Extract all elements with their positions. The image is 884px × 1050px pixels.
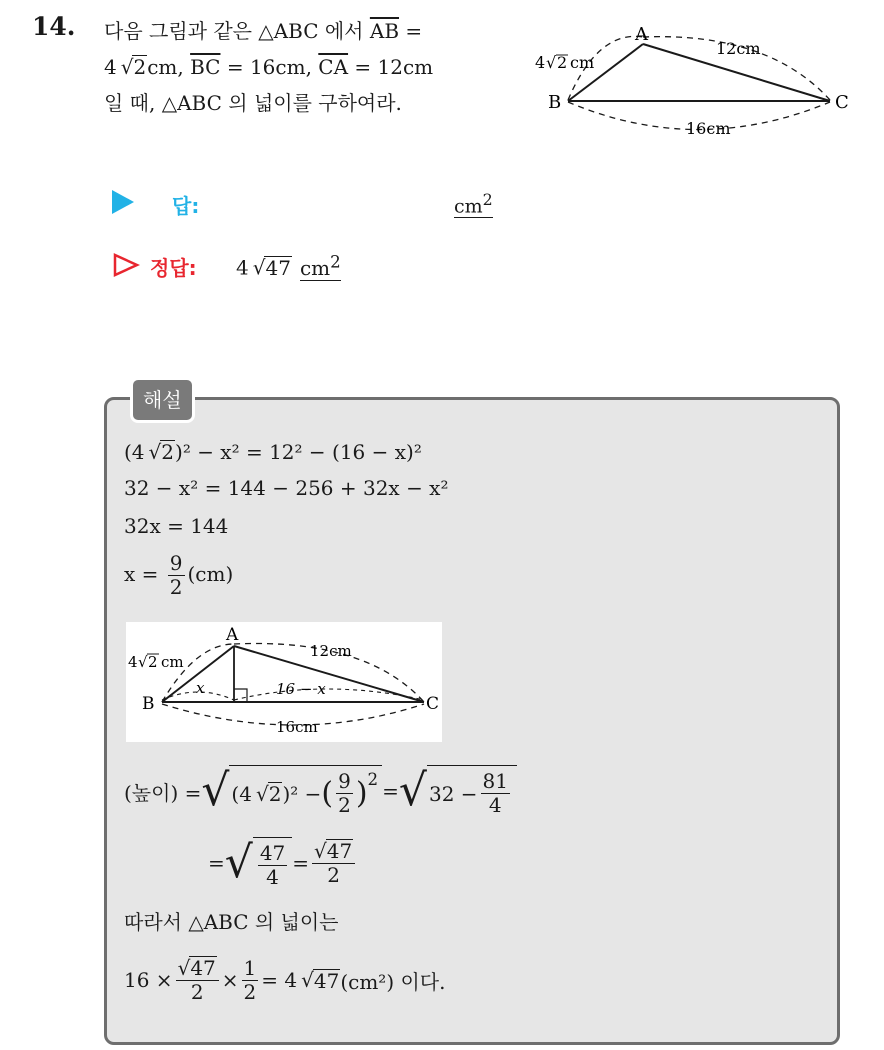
answer-arrow-icon	[112, 190, 134, 214]
bc-value: = 16cm,	[220, 55, 319, 79]
part: x =	[124, 562, 165, 586]
solution-line-7: 따라서 △ABC 의 넓이는	[124, 910, 339, 934]
ab-length-unit: cm	[161, 653, 184, 671]
ab-length-rad: 2	[557, 53, 568, 72]
big-sqrt-sign: √	[398, 765, 427, 816]
answer-label: 답:	[172, 194, 200, 218]
question-line-3: 일 때, △ABC 의 넓이를 구하여라.	[104, 91, 402, 115]
fraction	[242, 957, 259, 1004]
radicand: 47	[313, 968, 340, 993]
vertex-b-label: B	[548, 92, 562, 113]
vertex-a-label: A	[635, 24, 648, 45]
numerator: 9	[338, 769, 351, 793]
radicand: 2	[161, 440, 175, 464]
question-number: 14.	[32, 12, 76, 41]
segment-ca: $\overline{CA}$	[318, 55, 349, 79]
equals: =	[208, 851, 225, 875]
sqrt-sign: √	[120, 55, 134, 79]
sqrt-sign: √	[138, 653, 148, 671]
sqrt-body	[229, 765, 382, 817]
question-text: 다음 그림과 같은 △ABC 에서	[104, 19, 370, 43]
part: 32 −	[428, 781, 478, 806]
ab-length-rad: 2	[148, 653, 158, 671]
denominator: 4	[266, 865, 279, 889]
fraction	[336, 770, 353, 817]
sqrt-sign: √	[252, 255, 266, 280]
part: (4	[231, 781, 252, 806]
equals: =	[399, 19, 423, 43]
part: )² −	[282, 781, 322, 806]
radicand: 47	[326, 839, 353, 863]
numerator	[176, 956, 219, 981]
equals: =	[292, 851, 310, 875]
denominator: 2	[338, 793, 351, 817]
radicand: 2	[268, 782, 282, 806]
correct-arrow-icon	[112, 252, 140, 278]
question-line-2	[104, 50, 433, 84]
correct-label: 정답:	[150, 256, 197, 280]
fraction	[168, 552, 185, 599]
vertex-a-label: A	[226, 625, 239, 645]
part: (cm²) 이다.	[340, 969, 446, 994]
numerator: 47	[259, 841, 286, 865]
denominator: 2	[190, 980, 204, 1004]
16-minus-x-label: 16 − x	[276, 680, 326, 698]
vertex-b-label: B	[142, 694, 155, 714]
segment-bc: $\overline{BC}$	[190, 55, 221, 79]
unit-exponent: 2	[330, 252, 341, 271]
sqrt-sign: √	[301, 968, 314, 992]
solution-tag: 해설	[130, 377, 195, 423]
ca-value: = 12cm	[348, 55, 434, 79]
triangle-figure	[528, 22, 858, 152]
part: (4	[124, 440, 145, 464]
radicand: 2	[133, 55, 147, 79]
fraction	[176, 956, 219, 1004]
unit: cm	[454, 195, 483, 218]
solution-line-4	[124, 552, 233, 599]
sqrt-body	[253, 837, 292, 889]
answer-unit	[454, 190, 493, 218]
ab-length-coef: 4	[535, 53, 546, 72]
part: 16 ×	[124, 968, 173, 992]
right-paren: )	[355, 776, 368, 811]
denominator: 2	[243, 979, 257, 1004]
exponent: 2	[367, 770, 379, 789]
left-paren: (	[321, 776, 334, 811]
numerator	[312, 839, 355, 864]
radicand: 47	[265, 255, 291, 280]
ca-length-label: 12cm	[716, 39, 761, 58]
sqrt-body	[427, 765, 517, 817]
big-sqrt-sign: √	[224, 837, 253, 888]
segment-ab: $\overline{AB}$	[369, 19, 400, 43]
unit-exponent: 2	[482, 190, 493, 209]
bc-length-label: 16cm	[276, 718, 318, 736]
denominator: 2	[327, 863, 340, 887]
part: (cm)	[187, 562, 234, 586]
x-label: x	[196, 679, 205, 697]
fraction	[481, 770, 510, 817]
sqrt-sign: √	[177, 956, 191, 980]
bc-length-label: 16cm	[686, 119, 731, 138]
ab-length-coef: 4	[128, 653, 138, 671]
unit-text: cm,	[147, 55, 191, 79]
correct-unit	[299, 252, 341, 281]
vertex-c-label: C	[426, 694, 440, 714]
equals: =	[382, 779, 399, 803]
solution-triangle-figure	[126, 622, 442, 742]
solution-line-6	[208, 830, 358, 896]
sqrt-sign: √	[546, 53, 557, 72]
numerator: 1	[243, 955, 257, 980]
solution-line-1	[124, 440, 422, 464]
solution-line-8	[124, 950, 445, 1010]
coef: 4	[236, 255, 249, 280]
solution-line-3: 32x = 144	[124, 514, 229, 538]
solution-line-5	[124, 758, 517, 824]
numerator: 81	[482, 769, 508, 793]
times: ×	[221, 968, 239, 992]
numerator: 9	[169, 551, 183, 575]
sqrt-sign: √	[255, 781, 269, 806]
radicand: 47	[190, 956, 216, 980]
denominator: 4	[488, 793, 502, 817]
unit: cm	[299, 255, 331, 280]
fraction	[258, 842, 287, 889]
equals: = 4	[261, 968, 298, 992]
fraction	[312, 839, 355, 887]
big-sqrt-sign: √	[201, 765, 230, 816]
ca-length-label: 12cm	[310, 642, 352, 660]
question-line-1	[104, 14, 422, 48]
denominator: 2	[169, 575, 183, 599]
solution-line-2: 32 − x² = 144 − 256 + 32x − x²	[124, 476, 449, 500]
sqrt-sign: √	[148, 440, 162, 464]
ab-length-unit: cm	[570, 53, 595, 72]
coef: 4	[104, 55, 117, 79]
part: )² − x² = 12² − (16 − x)²	[175, 440, 422, 464]
sqrt-sign: √	[314, 839, 327, 863]
part: (높이) =	[124, 780, 202, 805]
correct-value	[236, 252, 341, 280]
vertex-c-label: C	[835, 92, 849, 113]
